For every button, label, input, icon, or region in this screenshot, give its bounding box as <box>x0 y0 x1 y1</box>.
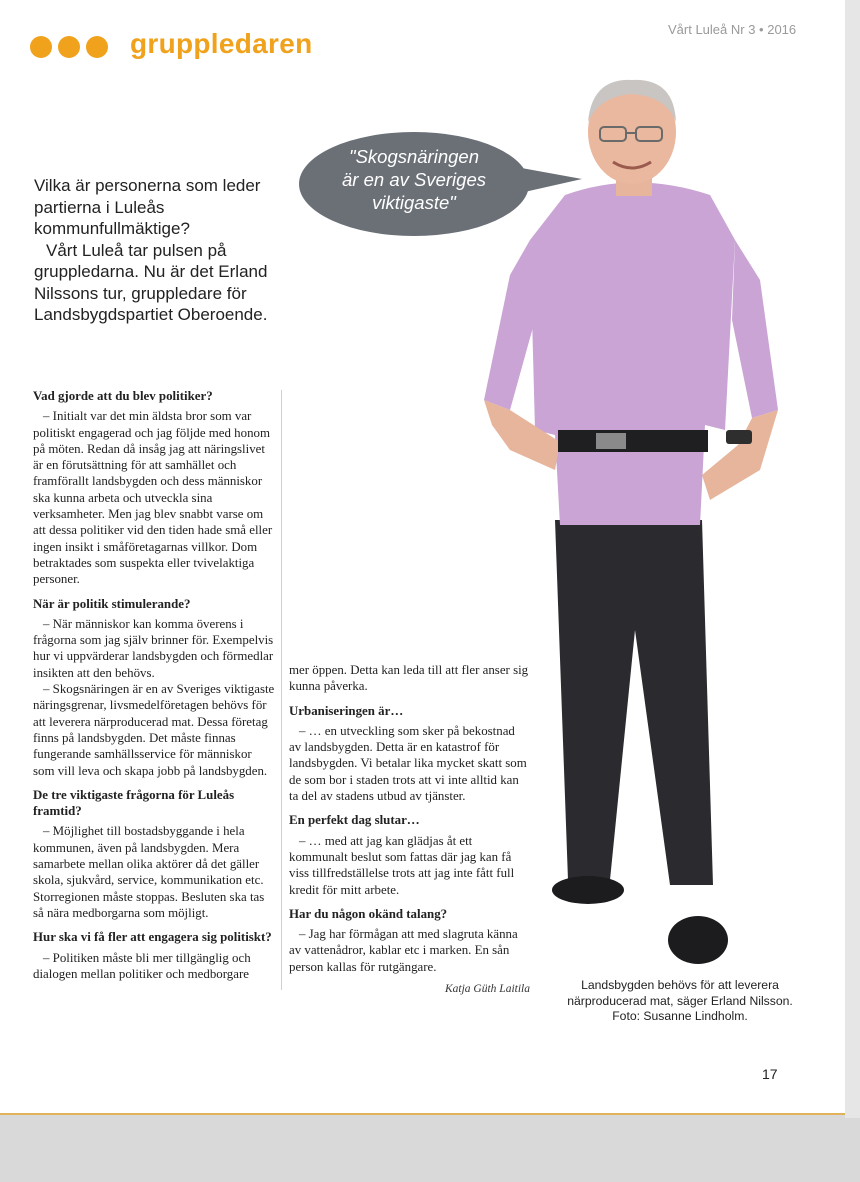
caption-line: Landsbygden behövs för att leverera <box>581 978 779 992</box>
photo-caption <box>550 978 810 1025</box>
dot-icon <box>86 36 108 58</box>
answer-paragraph: – Möjlighet till bostadsbyggande i hela kommunen, även på landsbygden. Mera samarbete mellan olika aktörer då det gäller skola, sjukvård, service, kommunikation etc. Storregionen måste stoppas. Besluten ska tas så nära medborgarna som möjligt. <box>33 824 265 920</box>
intro-text <box>34 175 289 326</box>
page-edge <box>845 0 860 1118</box>
question-heading: Vad gjorde att du blev politiker? <box>33 389 213 403</box>
belt-buckle-shape <box>596 433 626 449</box>
answer-paragraph: – När människor kan komma överens i frågorna som jag själv brinner för. Exempelvis hur vi uppvärderar landsbygden och förmedlar insikten att den behövs. <box>33 616 274 680</box>
left-sleeve-shape <box>484 240 535 410</box>
dot-icon <box>30 36 52 58</box>
belt-shape <box>558 430 708 452</box>
issue-label: Vårt Luleå Nr 3 • 2016 <box>668 22 797 37</box>
right-shoe-shape <box>668 916 728 964</box>
answer-paragraph: – Politiken måste bli mer tillgänglig och dialogen mellan politiker och medborgare <box>33 950 251 981</box>
section-dots-icon <box>30 36 108 58</box>
watch-shape <box>726 430 752 444</box>
dot-icon <box>58 36 80 58</box>
caption-line: närproducerad mat, säger Erland Nilsson. <box>567 993 793 1008</box>
page-number: 17 <box>762 1066 778 1082</box>
left-shoe-shape <box>552 876 624 904</box>
caption-line: Foto: Susanne Lindholm. <box>612 1009 748 1023</box>
quote-line: är en av Sveriges <box>342 169 486 190</box>
question-heading: Hur ska vi få fler att engagera sig politiskt? <box>33 930 272 945</box>
question-heading: När är politik stimulerande? <box>33 596 191 611</box>
question-heading: De tre viktigaste frågorna för Luleås framtid? <box>33 787 235 819</box>
question-heading: En perfekt dag slutar… <box>289 813 420 828</box>
bottom-rule <box>0 1113 845 1115</box>
question-heading: Urbaniseringen är… <box>289 703 404 718</box>
answer-paragraph: – Initialt var det min äldsta bror som var politiskt engagerad och jag följde med honom på möten. Redan då insåg jag att näringslivet är en förutsättning för att samhället och framförallt landsbygden och dess människor ska kunna arbeta och utveckla sina verksamheter. Men jag blev snabbt varse om att dessa politiker vid den tiden hade små eller ingen insikt i småföretagarnas villkor. Dom betraktades som suspekta eller tvivelaktiga personer. <box>33 409 273 587</box>
intro-paragraph-2: Vårt Luleå tar pulsen på gruppledarna. Nu är det Erland Nilssons tur, gruppledare för Landsbygdspartiet Oberoende. <box>34 240 268 324</box>
trousers-shape <box>555 520 713 885</box>
answer-paragraph: – Skogsnäringen är en av Sveriges viktigaste näringsgrenar, livsmedelföretagen behövs för att leverera närproducerad mat. Dessa företag finns på landsbygden. Det måste finnas fungerande samhällsservice för människor som vill leva och skapa jobb på landsbygden. <box>33 682 275 778</box>
quote-line: viktigaste" <box>372 192 456 213</box>
answer-paragraph: – … en utveckling som sker på bekostnad av landsbygden. Detta är en katastrof för landsbygden. Vi betalar lika mycket skatt som de som bor i staden trots att vi inte alltid kan ta del av stadens utbud av tjänster. <box>289 723 527 804</box>
column-divider <box>281 390 282 990</box>
section-title: gruppledaren <box>130 28 313 59</box>
quote-line: "Skogsnäringen <box>349 146 479 167</box>
portrait-photo <box>470 70 815 975</box>
answer-paragraph: mer öppen. Detta kan leda till att fler anser sig kunna påverka. <box>289 663 529 694</box>
intro-paragraph-1: Vilka är personerna som leder partierna i Luleås kommunfullmäktige? <box>34 176 261 238</box>
answer-paragraph: – Jag har förmågan att med slagruta känna av vattenådror, kablar etc i marken. En sån person kallas för rutgängare. <box>289 927 518 974</box>
question-heading: Har du någon okänd talang? <box>289 906 448 921</box>
article-column-1 <box>33 388 276 990</box>
byline: Katja Güth Laitila <box>445 983 530 995</box>
right-sleeve-shape <box>732 240 778 418</box>
answer-paragraph: – … med att jag kan glädjas åt ett kommunalt beslut som fattas där jag kan få viss tillfredställelse trots att jag inte fått full kredit för mitt arbete. <box>289 833 515 897</box>
